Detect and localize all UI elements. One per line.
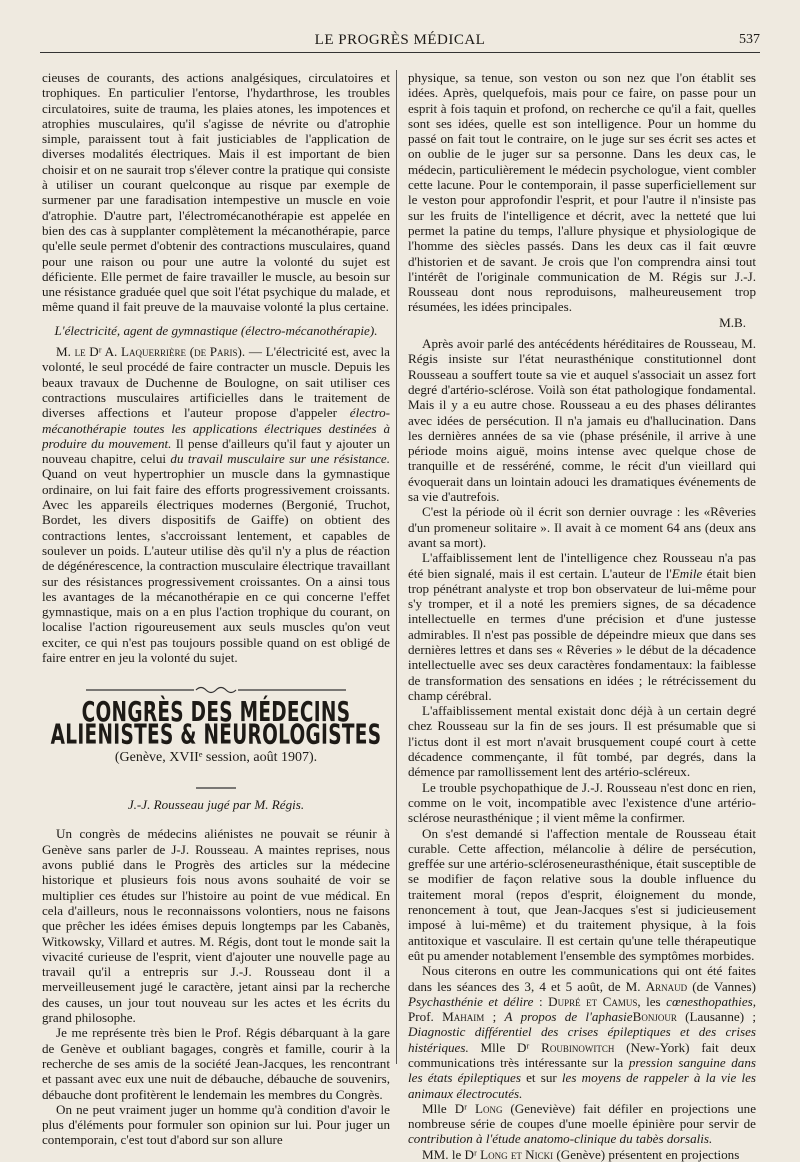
author-name: Long et Nicki (480, 1146, 554, 1162)
paragraph: On ne peut vraiment juger un homme qu'à condition d'avoir le plus d'éléments pour formuler son opinion sur lui. Pour juger un contemporain, c'est tout d'abord sur son allure (42, 1101, 390, 1148)
paragraph-text: Nous citerons en outre les communications qui ont été faites dans les séances des 3, 4 et 5 août, de M. (408, 963, 756, 994)
paragraph-text: (Genève) présentent en projections (553, 1146, 740, 1162)
paragraph: cieuses de courants, des actions analgésiques, circulatoires et trophiques. En particulier l'entorse, l'hydarthrose, les troubles circulatoires, suite de trauma, les plaies atones, les impotences et atrophies musculaires, qu'il s'agisse de névrite ou d'atrophie simple, paraissent tout à fait justiciables de l'application de diverses modalités électriques. Mais il est important de bien choisir et on ne saurait trop s'élever contre la pratique qui consiste à utiliser un courant quelconque au risque par exemple de surmener par une faradisation intempestive un muscle en voie d'atrophie. D'autre part, l'électromécanothérapie est appelée en bien des cas à supplanter complètement la mécanothérapie, parce qu'elle seule permet d'obtenir des contractions musculaires, quand pour une raison ou pour une autre la volonté du sujet est déficiente. Elle permet de faire travailler le muscle, au besoin sur une résistance graduée quel que soit l'état psychique du malade, et même quand il fait preuve de la mauvaise volonté la plus certaine. (42, 70, 390, 315)
paragraph: Après avoir parlé des antécédents héréditaires de Rousseau, M. Régis insiste sur l'état neurasthénique constitutionnel dont Rousseau a souffert toute sa vie et auquel s'associait un assez fort degré d'artério-sclérose. Voilà son état pathologique fondamental. Mais il y a eu autre chose. Rousseau a eu des phases délirantes avec idées de persécution. Il n'a jamais eu d'hallucination. Dans les dernières années de sa vie (phase présénile, il arrive à une période moins aiguë, moins intense avec quelque chose de tranquille et de resséréné, comme, le récit d'un vieillard qui évoquerait dans un lointain adouci les dramatiques événements de sa vie d'autrefois. (408, 336, 756, 505)
italic-text: pression sanguine dans les états épileptiques (408, 1055, 756, 1086)
paragraph-text: Quand on veut hypertrophier un muscle dans la gymnastique ordinaire, on lui fait faire des efforts progressivement croissants. Avec les appareils électriques modernes (Bergonié, Truchot, Bordet, les divers dispositifs de Gaiffe) on obtient des contractions lentes, s'accroissant lentement, et capables de soulever un poids. L'auteur utilise dès qu'il n'y a plus de réaction de dégénérescence, la contraction musculaire électrique travaillant sur des résistances progressivement croissantes. On a ainsi tous les avantages de la mécanothérapie en ce qui concerne l'effet gymnastique, mais on a en plus l'action trophique du courant, on localise l'action rigoureusement aux seuls muscles qu'on veut exciter, ce qui n'est pas toujours possible quand on est obligé de faire entrer en jeu la volonté du sujet. (42, 466, 390, 665)
paragraph: Un congrès de médecins aliénistes ne pouvait se réunir à Genève sans parler de J-J. Rousseau. A maintes reprises, nous avons publié dans le Progrès des articles sur la médecine historique et plusieurs fois nous avons souhaité de voir se multiplier ces études sur l'histoire au point de vue médical. En cela d'ailleurs, nous le reconnaissons volontiers, nous ne faisons que prêcher les idées émises depuis longtemps par les Cabanès, Witkowsky, Villard et autres. M. Régis, dont tout le monde sait la vivacité curieuse de l'esprit, vient d'ajouter une nouvelle page au travail qu'il a entrepris sur J.-J. Rousseau dont il a merveilleusement jugé le caractère, jetant ainsi par la recherche des causes, un jour tout nouveau sur les actes et les écrits du grand philosophe. (42, 826, 390, 1026)
paragraph: Je me représente très bien le Prof. Régis débarquant à la gare de Genève et oubliant bagages, congrès et famille, courir à la recherche de ses amis de la société Jean-Jacques, les rencontrant et passant avec eux une nuit de débauche, débauche de souvenirs, débauche dont profitèrent le lendemain les membres du Congrès. (42, 1025, 390, 1102)
author-name: Arnaud (645, 978, 688, 994)
paragraph-text: Il pense d'ailleurs qu'il faut y ajouter un nouveau chapitre, celui (42, 435, 390, 467)
italic-text: A propos de l'aphasie (504, 1009, 633, 1025)
paragraph-text: : (533, 993, 549, 1009)
page-number: 537 (739, 32, 760, 47)
short-divider (42, 779, 390, 789)
italic-text: électro-mécanothérapie toutes les applications électriques destinées à produire du mouvement. (42, 405, 390, 451)
italic-text: cœnesthopathies (666, 993, 753, 1009)
paragraph-text: était bien trop pénétrant analyste et trop bon observateur de lui-même pour s'y tromper, et il a noté les premiers signes, de sa décadence intellectuelle en termes d'une précision et d'une justesse admirables. Il n'est pas possible de dépeindre mieux que dans ses dernières lettres et dans ses « Rêveries » le début de la décadence intellectuelle avec ses deux caractères fondamentaux: la faiblesse de transformation des sensations en idées ; le rétrécissement du champ cérébral. (408, 565, 756, 703)
paragraph-text: Mlle Dʳ (422, 1100, 475, 1116)
paragraph: L'affaiblissement mental existait donc déjà à un certain degré chez Rousseau sur la fin de ses jours. Il est présumable que si l'ictus dont il est mort n'avait brusquement coupé court à cette décadence commençante, il fût tombé, par degrés, dans la démence par ramollissement lent des artério-scléreux. (408, 703, 756, 780)
ornament-divider (42, 683, 390, 693)
paragraph: C'est la période où il écrit son dernier ouvrage : les «Rêveries d'un promeneur solitaire ». Il avait à ce moment 64 ans (deux ans avant sa mort). (408, 504, 756, 550)
author-name: Roubinowitch (541, 1039, 615, 1055)
paragraph (408, 550, 756, 703)
paragraph-text: , les (637, 993, 667, 1009)
paragraph-text: ; (484, 1009, 505, 1025)
author-name: Long (474, 1100, 503, 1116)
paragraph: physique, sa tenue, son veston ou son nez que l'on établit ses idées. Après, quelquefois, mais pour ce faire, on passe pour un esprit à fois taquin et profond, on recherche ce qu'il a fait, quelles sont ses idées, quelle est son intelligence. Pour un homme du passé on fait tout le contraire, on le juge sur ses écrit ses actes et on oublie de le juger sur sa personne. Dans les deux cas, le médecin, particulièrement le médecin psychologue, vient combler cette lacune. Pour le contemporain, il passe superficiellement sur le veston pour approfondir l'esprit, et pour l'autre il n'insiste pas sur les fruits de l'intelligence et décrit, avec la netteté que lui permet la patine du temps, l'allure physique et physiologique de l'homme des siècles passés. Dans les deux cas il fait œuvre d'historien et de savant. Je crois que l'on comprendra ainsi tout l'intérêt de l'originale communication de M. Régis sur J.-J. Rousseau dont nous reproduisons, malheureusement trop résumées, les idées principales. (408, 70, 756, 315)
paragraph-text: L'électricité est, avec la volonté, le seul procédé de faire contracter un muscle. Depuis les beaux travaux de Duchenne de Boulogne, on sait utiliser ces contractions musculaires artificielles dans le traitement de diverses affections et l'auteur propose d'appeler (42, 344, 390, 421)
paragraph-text: MM. le Dʳ (422, 1146, 481, 1162)
author-name: Mahaim (442, 1009, 485, 1025)
paragraph-text: , Prof. (408, 993, 757, 1025)
author-name: Dupré et Camus (548, 993, 638, 1009)
italic-text: Emile (671, 565, 703, 581)
paragraph-text: (de Vannes) (687, 978, 756, 994)
signature: M.B. (719, 314, 746, 330)
paragraph-laquerriere (42, 344, 390, 665)
italic-text: du travail musculaire sur une résistance. (170, 451, 391, 467)
column-divider (396, 70, 397, 1064)
paragraph: On s'est demandé si l'affection mentale de Rousseau était curable. Cette affection, mélancolie à délire de persécution, greffée sur une artério-scléroseneurasthénique, était susceptible de se modifier de façon relative sous la double influence du traitement moral (repos d'esprit, éloignement du monde, renoncement à tout, que Jean-Jacques s'est si judicieusement imposé à lui-même) et du traitement physique, à la fois antitoxique et vasculaire. Il est certain qu'une telle thérapeutique eût pu amender notablement l'ensemble des symptômes morbides. (408, 825, 756, 963)
paragraph (408, 1147, 756, 1162)
author-name: M. le Dʳ A. Laquerrière (de Paris). — (56, 344, 262, 360)
paragraph-text: (Lausanne) ; (676, 1009, 756, 1025)
paragraph-text: Mlle Dʳ (468, 1039, 542, 1055)
page-header (40, 30, 760, 53)
author-name: Bonjour (632, 1009, 677, 1025)
italic-text: les moyens de rappeler à la vie les animaux électrocutés. (408, 1070, 757, 1101)
paragraph-text: (Geneviève) fait défiler en projections une nombreuse série de coupes d'une moelle épinière pour servir de (408, 1100, 757, 1132)
congress-title: CONGRÈS DES MÉDECINS ALIÉNISTES & NEUROLOGISTES (50, 697, 382, 752)
paragraph-text: et sur (520, 1070, 562, 1086)
session-line: (Genève, XVIIᵉ session, août 1907). (114, 749, 318, 765)
italic-text: contribution à l'étude anatomo-clinique du tabès dorsalis. (408, 1131, 713, 1147)
paragraph-communications (408, 963, 756, 1101)
article-subtitle: J.-J. Rousseau jugé par M. Régis. (127, 797, 305, 813)
right-column (408, 70, 756, 1162)
paragraph-text: (New-York) fait deux communications très intéressante sur la (408, 1039, 756, 1070)
section-title: L'électricité, agent de gymnastique (électro-mécanothérapie). (54, 322, 378, 338)
left-column (42, 70, 390, 1148)
paragraph-text: L'affaiblissement lent de l'intelligence chez Rousseau n'a pas été bien signalé, mais il est certain. L'auteur de l' (408, 550, 756, 581)
italic-text: Diagnostic différentiel des crises épileptiques et des crises histériques. (408, 1024, 756, 1055)
italic-text: Psychasthénie et délire (408, 993, 534, 1009)
paragraph: Le trouble psychopathique de J.-J. Rousseau n'est donc en rien, comme on le voit, incompatible avec l'existence d'une artério-sclérose neurasthénique ; il vient même la confirmer. (408, 779, 756, 826)
running-title: LE PROGRÈS MÉDICAL (314, 32, 486, 48)
paragraph (408, 1101, 756, 1147)
